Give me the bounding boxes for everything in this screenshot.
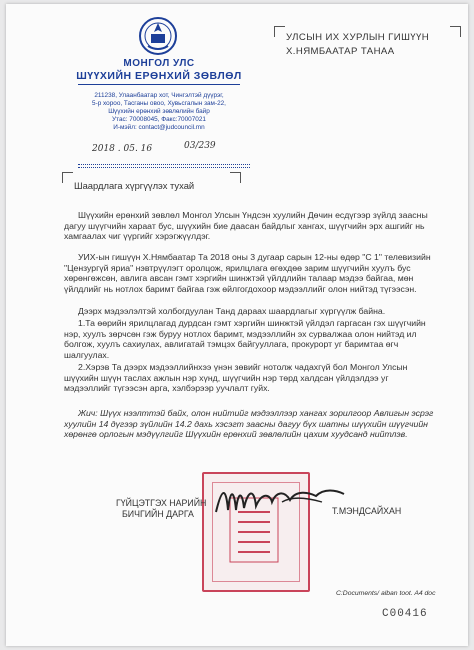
file-path: C:Documents/ alban toot. A4 doc	[336, 590, 436, 597]
subject-bracket	[62, 172, 73, 183]
signatory-name: Т.МЭНДСАЙХАН	[332, 506, 402, 516]
email-line: И-мэйл: contact@judcouncil.mn	[113, 124, 205, 131]
address-line: Шүүхийн ерөнхий зөвлөлийн байр	[108, 108, 210, 115]
recipient-bracket	[274, 26, 285, 37]
demand-item: 1.Та өөрийн ярилцлагад дурдсан гэмт хэргийн шинжтэй үйлдэл гаргасан гэх шүүгчийн нэр, хуулъ зөрчсөн гэж буруу нотлох баримт, мэдээллийн эх сурвалжаа олон нийтэд ил болгож, хуулъ сахиулах, авлигатай тэмцэх байгууллага, прокурорт уг баримтаа өгч шалгуулах.	[64, 318, 426, 360]
demand-item: 2.Хэрэв Та дээрх мэдээллийнхээ үнэн зөвийг нотолж чадахгүй бол Монгол Улсын шүүхийн шүүн таслах ажлын нэр хүнд, шүүгчийн нэр төрд халдсан үйлдэлдээ уг мэдээллийг түгээсэн арга, хэлбэрээр уучлалт гуйх.	[64, 362, 408, 394]
document-number: C00416	[382, 608, 428, 620]
phone-fax-line: Утас: 70008045, Факс:70007021	[112, 116, 206, 123]
signatory-title-line2: БИЧГИЙН ДАРГА	[122, 509, 194, 519]
body-paragraph: Дээрх мэдээлэлтэй холбогдуулан Танд дараах шаардлагыг хүргүүлж байна.	[78, 306, 386, 316]
recipient-bracket	[450, 26, 461, 37]
header-divider	[78, 84, 240, 85]
body-paragraph: Шүүхийн ерөнхий зөвлөл Монгол Улсын Үндсэн хуулийн Дөчин есдүгээр зүйлд заасны дагуу шүүгчийн хараат бус, шүүхийн бие даасан байдлыг хангах, шүүгчийн эрх ашгийг нь хамгаалах чиг үүргийг хэрэгжүүлдэг.	[64, 210, 428, 242]
subject-line: Шаардлага хүргүүлэх тухай	[74, 180, 195, 191]
handwritten-signature	[212, 482, 352, 522]
org-name-line1: МОНГОЛ УЛС	[123, 58, 195, 69]
state-emblem-icon	[136, 16, 180, 56]
signatory-title-line1: ГҮЙЦЭТГЭХ НАРИЙН	[116, 498, 207, 508]
address-line: 211238, Улаанбаатар хот, Чингэлтэй дүүрэг,	[94, 92, 224, 99]
recipient-name: Х.НЯМБААТАР ТАНАА	[286, 46, 395, 57]
address-line: 5-р хороо, Тасганы овоо, Хувьсгалын зам-22,	[92, 100, 226, 107]
handwritten-date: 2018 . 05. 16	[92, 144, 153, 154]
note-paragraph: Жич: Шүүх нээлттэй байх, олон нийтийг мэдээллээр хангах зорилгоор Авлигын эсрэг хуулийн 14 дүгээр зүйлийн 14.2 дахь хэсэгт заасны дагуу бүх шатны шүүхийн шүүгчийн хөрөнгө орлогын мэдүүлгийг Шүүхийн ерөнхий зөвлөлийн цахим хуудсанд нийтлэв.	[64, 408, 434, 440]
recipient-title: УЛСЫН ИХ ХУРЛЫН ГИШҮҮН	[286, 32, 430, 43]
letter-page	[6, 4, 468, 646]
reference-field-line	[78, 167, 250, 168]
body-paragraph: УИХ-ын гишүүн Х.Нямбаатар Та 2018 оны 3 дугаар сарын 12-ны өдөр "С 1" телевизийн "Цензургүй яриа" нэвтрүүлэгт оролцож, ярилцлага өгөхдөө зарим шүүгчийн хуулъ бус хөрөнгөжсөн, авлига авсан гэмт хэргийн шинжтэй үйлдлийн талаар мэдээ байгаа, мөн үйлдлийг нь нотлох баримт байгаа гэж өйлгогдохоор мэдээллийг олон нийтэд түгээсэн.	[64, 252, 431, 294]
org-name-line2: ШҮҮХИЙН ЕРӨНХИЙ ЗӨВЛӨЛ	[76, 70, 242, 82]
subject-bracket	[230, 172, 241, 183]
handwritten-reference-number: 03/239	[184, 141, 216, 151]
